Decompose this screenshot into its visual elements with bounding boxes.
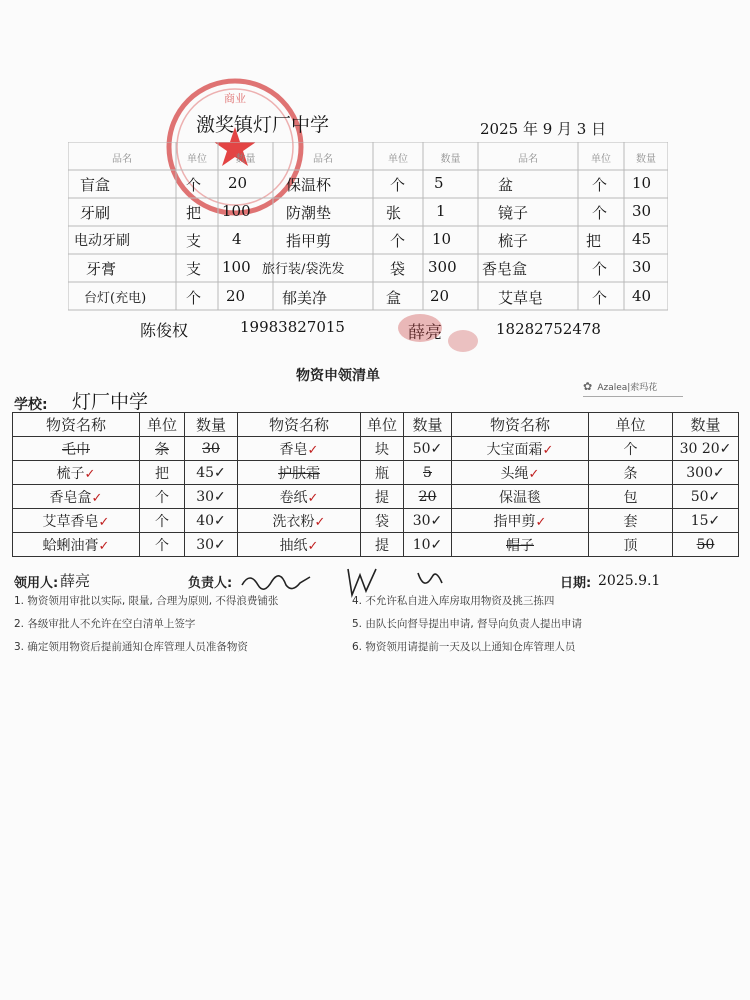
date-label: 日期: [560,576,592,591]
table-cell: 顶 [589,533,673,557]
table-cell: 45✓ [185,461,238,485]
slip-cell: 30 [632,202,652,220]
manager-label: 负责人: [188,576,233,591]
rule-note: 3. 确定领用物资后提前通知仓库管理人员准备物资 [14,641,248,653]
column-header: 数量 [404,413,452,437]
deliverer-name: 陈俊权 [140,321,189,340]
red-fingerprint [398,314,442,342]
date-value: 2025.9.1 [598,573,661,589]
slip-date: 2025 年 9 月 3 日 [480,120,607,138]
table-cell: 把 [140,461,185,485]
slip-cell: 台灯(充电) [84,291,147,306]
rule-note: 6. 物资领用请提前一天及以上通知仓库管理人员 [352,641,576,653]
table-cell: 10✓ [404,533,452,557]
column-header: 物资名称 [13,413,140,437]
table-cell: 个 [140,509,185,533]
table-row [13,533,739,557]
slip-cell: 10 [432,230,452,248]
table-cell: 毛巾 [13,437,140,461]
table-cell: 蛤蜊油膏✓ [13,533,140,557]
table-cell: 30 [185,437,238,461]
table-cell: 瓶 [361,461,404,485]
table-cell: 头绳✓ [452,461,589,485]
table-cell: 袋 [361,509,404,533]
table-cell: 15✓ [673,509,739,533]
slip-cell: 个 [592,260,608,278]
brand-logo [583,375,688,397]
flower-icon: ✿ [583,380,593,393]
table-cell: 5 [404,461,452,485]
red-check-mark: ✓ [91,490,103,506]
slip-cell: 个 [186,289,202,307]
receiver-name: 薛亮 [408,323,442,343]
table-cell: 40✓ [185,509,238,533]
table-cell: 卷纸✓ [238,485,361,509]
slip-grid [68,142,668,314]
table-cell: 指甲剪✓ [452,509,589,533]
table-cell: 30✓ [404,509,452,533]
red-check-mark: ✓ [535,514,547,530]
slip-recipient: 激奖镇灯厂中学 [196,114,330,136]
table-cell: 个 [589,437,673,461]
svg-text:商业: 商业 [224,92,246,105]
slip-cell: 40 [632,287,652,305]
table-cell: 保温毯 [452,485,589,509]
column-header: 单位 [361,413,404,437]
receiver-phone: 18282752478 [496,320,601,338]
slip-cell: 镜子 [498,204,529,222]
red-check-mark: ✓ [98,514,110,530]
table-cell: 提 [361,485,404,509]
slip-cell: 把 [186,204,202,222]
table-cell: 艾草香皂✓ [13,509,140,533]
slip-cell: 香皂盒 [482,260,528,278]
slip-header: 单位 [591,154,611,165]
slip-cell: 个 [592,176,608,194]
table-row [13,509,739,533]
slip-cell: 把 [586,232,602,250]
table-cell: 梳子✓ [13,461,140,485]
red-fingerprint [448,330,478,352]
slip-cell: 30 [632,258,652,276]
red-check-mark: ✓ [542,442,554,458]
table-header-row [13,413,739,437]
slip-header: 品名 [518,154,538,165]
column-header: 数量 [673,413,739,437]
requisition-table [12,412,739,557]
slip-cell: 个 [186,176,202,194]
slip-cell: 个 [592,204,608,222]
slip-header: 单位 [187,154,207,165]
table-cell: 香皂盒✓ [13,485,140,509]
slip-cell: 100 [222,258,251,276]
form-title: 物资申领清单 [296,368,380,384]
column-header: 物资名称 [452,413,589,437]
slip-cell: 张 [386,204,402,222]
table-cell: 30✓ [185,485,238,509]
slip-cell: 牙膏 [86,260,117,278]
rule-note: 4. 不允许私自进入库房取用物资及挑三拣四 [352,595,555,607]
table-cell: 50✓ [673,485,739,509]
slip-cell: 4 [232,230,242,248]
table-cell: 30 20✓ [673,437,739,461]
slip-header: 数量 [440,154,461,165]
table-cell: 30✓ [185,533,238,557]
school-value: 灯厂中学 [72,391,149,413]
red-check-mark: ✓ [307,490,319,506]
claimant-signature: 薛亮 [60,572,91,590]
table-cell: 包 [589,485,673,509]
red-check-mark: ✓ [528,466,540,482]
red-check-mark: ✓ [98,538,110,554]
slip-cell: 支 [186,232,202,250]
slip-cell: 个 [592,289,608,307]
table-cell: 300✓ [673,461,739,485]
table-cell: 套 [589,509,673,533]
slip-cell: 20 [228,174,248,192]
slip-header: 品名 [313,154,333,165]
table-cell: 抽纸✓ [238,533,361,557]
table-cell: 大宝面霜✓ [452,437,589,461]
slip-cell: 300 [428,258,457,276]
table-row [13,461,739,485]
slip-cell: 盒 [386,289,402,307]
slip-cell: 20 [226,287,246,305]
slip-header: 单位 [388,154,408,165]
rule-note: 2. 各级审批人不允许在空白清单上签字 [14,618,196,630]
slip-cell: 支 [186,260,202,278]
slip-cell: 个 [390,176,406,194]
slip-cell: 45 [632,230,652,248]
column-header: 物资名称 [238,413,361,437]
column-header: 单位 [589,413,673,437]
rule-note: 1. 物资领用审批以实际, 限量, 合理为原则, 不得浪费铺张 [14,595,279,607]
red-check-mark: ✓ [307,538,319,554]
slip-cell: 5 [434,174,444,192]
slip-cell: 旅行装/袋洗发 [262,262,345,277]
rule-note: 5. 由队长向督导提出申请, 督导向负责人提出申请 [352,618,583,630]
red-check-mark: ✓ [84,466,96,482]
slip-header: 数量 [235,154,256,165]
slip-cell: 1 [436,202,446,220]
red-check-mark: ✓ [314,514,326,530]
slip-header: 数量 [636,154,656,165]
slip-cell: 梳子 [498,232,529,250]
table-cell: 护肤霜 [238,461,361,485]
slip-cell: 指甲剪 [286,232,332,250]
slip-header: 品名 [112,154,132,165]
table-cell: 个 [140,533,185,557]
slip-cell: 郁美净 [282,289,328,307]
table-cell: 个 [140,485,185,509]
table-cell: 块 [361,437,404,461]
table-cell: 香皂✓ [238,437,361,461]
brand-name: Azalea|索玛花 [597,383,658,393]
column-header: 单位 [140,413,185,437]
slip-cell: 牙刷 [80,204,111,222]
table-cell: 50 [673,533,739,557]
table-cell: 帽子 [452,533,589,557]
table-cell: 提 [361,533,404,557]
slip-cell: 盲盒 [80,176,111,194]
column-header: 数量 [185,413,238,437]
deliverer-phone: 19983827015 [240,318,345,336]
table-cell: 20 [404,485,452,509]
slip-cell: 10 [632,174,652,192]
claimant-label: 领用人: [14,576,59,591]
red-check-mark: ✓ [307,442,319,458]
table-cell: 50✓ [404,437,452,461]
slip-cell: 艾草皂 [498,289,544,307]
table-row [13,437,739,461]
school-label: 学校: [14,397,48,413]
slip-cell: 袋 [390,260,406,278]
slip-cell: 个 [390,232,406,250]
table-cell: 条 [589,461,673,485]
slip-cell: 防潮垫 [286,204,332,222]
slip-cell: 20 [430,287,450,305]
table-cell: 条 [140,437,185,461]
table-cell: 洗衣粉✓ [238,509,361,533]
slip-cell: 盆 [498,176,514,194]
slip-cell: 100 [222,202,251,220]
slip-cell: 电动牙刷 [74,233,130,249]
table-row [13,485,739,509]
slip-cell: 保温杯 [286,176,332,194]
